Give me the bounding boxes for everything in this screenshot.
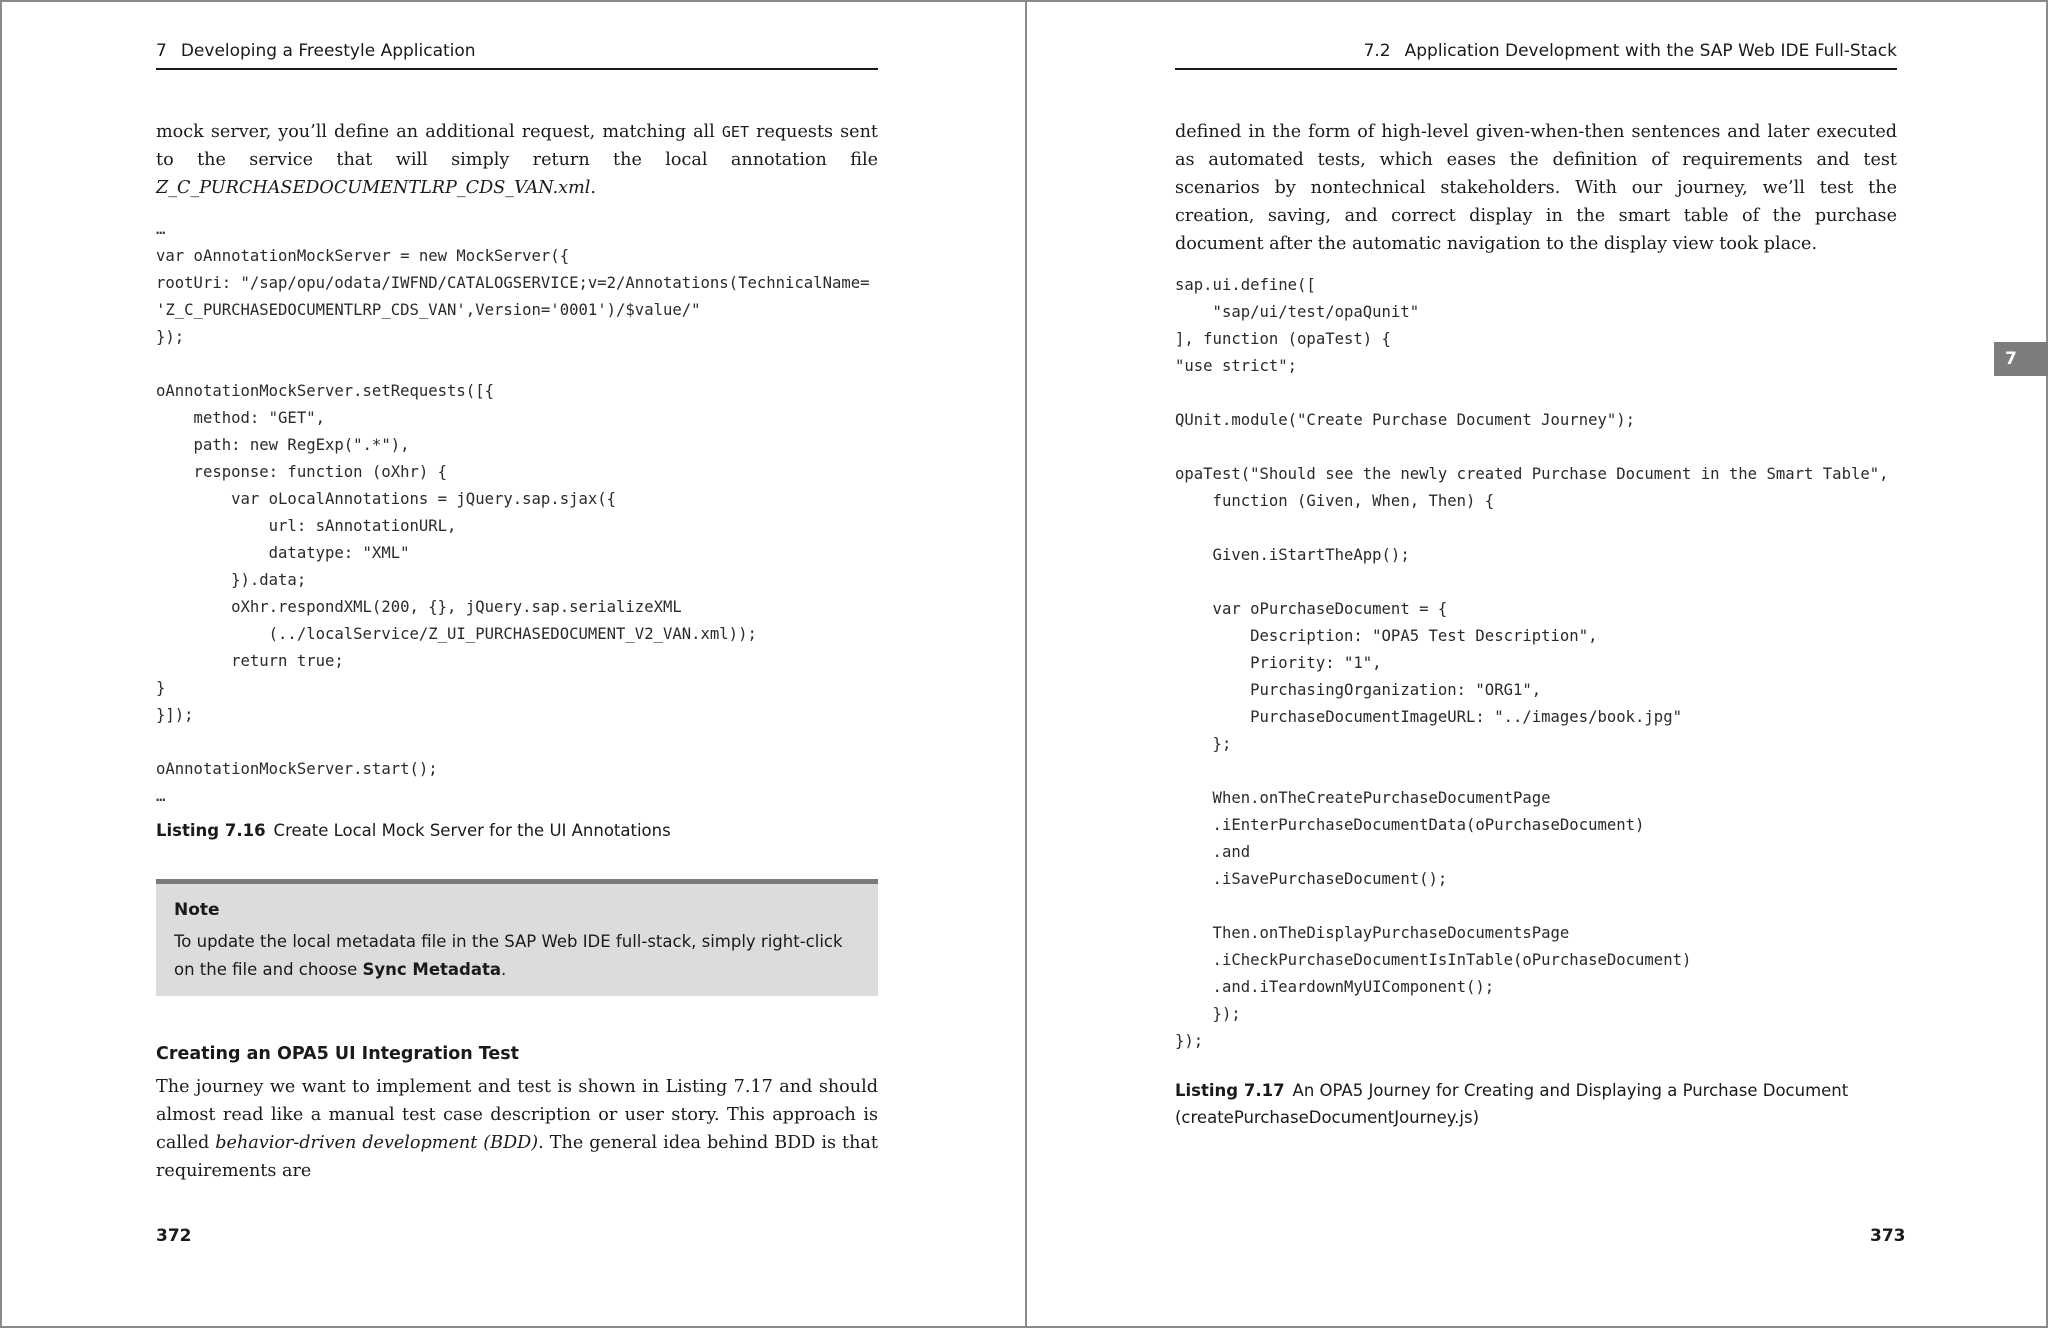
code-line: .iCheckPurchaseDocumentIsInTable(oPurchaseDocument) [1175,951,1692,969]
code-block [1175,272,1897,1055]
code-line: … [156,220,166,238]
text-run: requests sent to the service that will simply return the local annotation file [156,122,878,170]
text-run: The journey we want to implement and test is shown in Listing 7.17 and should almost read like a manual test case description or user story. This approach is called [156,1077,878,1153]
text-run: To update the local metadata file in the SAP Web IDE full-stack, simply right-click on the file and choose [174,932,843,979]
code-line: }]); [156,706,194,724]
code-line: return true; [156,652,344,670]
code-line: .and.iTeardownMyUIComponent(); [1175,978,1495,996]
code-line: function (Given, When, Then) { [1175,492,1495,510]
caption-label: Listing 7.17 [1175,1081,1285,1100]
code-line: method: "GET", [156,409,325,427]
right-page [1027,2,2048,1326]
note-text [174,928,860,984]
code-line: 'Z_C_PURCHASEDOCUMENTLRP_CDS_VAN',Version='0001')/$value/" [156,301,701,319]
code-line: var oPurchaseDocument = { [1175,600,1448,618]
code-line: oXhr.respondXML(200, {}, jQuery.sap.serializeXML [156,598,682,616]
caption-text: Create Local Mock Server for the UI Annotations [273,821,671,840]
text-run: . The general idea behind BDD is that requirements are [156,1133,878,1181]
code-line: … [156,787,166,805]
code-line [1175,758,1897,785]
intro-paragraph-right [1175,118,1897,258]
code-line: datatype: "XML" [156,544,410,562]
code-line: opaTest("Should see the newly created Purchase Document in the Smart Table", [1175,465,1889,483]
page-number-right: 373 [1870,1226,1906,1246]
code-line: }).data; [156,571,307,589]
code-line: }; [1175,735,1232,753]
code-line: Given.iStartTheApp(); [1175,546,1410,564]
code-line: Then.onTheDisplayPurchaseDocumentsPage [1175,924,1570,942]
code-line: path: new RegExp(".*"), [156,436,410,454]
running-head-left [156,38,878,70]
code-line: url: sAnnotationURL, [156,517,457,535]
code-line: ], function (opaTest) { [1175,330,1391,348]
code-line [1175,893,1897,920]
code-line: oAnnotationMockServer.setRequests([{ [156,382,494,400]
note-box [156,879,878,996]
code-line: var oAnnotationMockServer = new MockServer({ [156,247,570,265]
code-line: PurchasingOrganization: "ORG1", [1175,681,1542,699]
paragraph: defined in the form of high-level given-when-then sentences and later executed as automated tests, which eases the definition of requirements and test scenarios by nontechnical stakeholders. With our journey, we’ll test the creation, saving, and correct display in the smart table of the purchase document after the automatic navigation to the display view took place. [1175,122,1897,254]
code-line: .iEnterPurchaseDocumentData(oPurchaseDocument) [1175,816,1645,834]
code-line: .iSavePurchaseDocument(); [1175,870,1448,888]
section-title: Application Development with the SAP Web IDE Full-Stack [1404,41,1897,61]
paragraph [156,1073,878,1185]
inline-code: GET [721,123,749,141]
caption-text: An OPA5 Journey for Creating and Displaying a Purchase Document (createPurchaseDocumentJourney.js) [1175,1081,1849,1127]
chapter-thumb-tab: 7 [1994,342,2048,376]
code-line: oAnnotationMockServer.start(); [156,760,438,778]
code-line: "sap/ui/test/opaQunit" [1175,303,1420,321]
note-title: Note [174,900,220,920]
code-line: Description: "OPA5 Test Description", [1175,627,1598,645]
code-line [1175,569,1897,596]
code-line [156,351,878,378]
paragraph [156,118,878,202]
code-line [1175,380,1897,407]
code-line: var oLocalAnnotations = jQuery.sap.sjax({ [156,490,617,508]
code-line: "use strict"; [1175,357,1298,375]
code-line: }); [1175,1032,1204,1050]
code-line: .and [1175,843,1251,861]
code-line: QUnit.module("Create Purchase Document Journey"); [1175,411,1636,429]
section-paragraph [156,1073,878,1185]
caption-label: Listing 7.16 [156,821,266,840]
section-heading: Creating an OPA5 UI Integration Test [156,1044,520,1064]
code-block [156,216,878,810]
code-line: PurchaseDocumentImageURL: "../images/book.jpg" [1175,708,1682,726]
chapter-number: 7 [156,41,167,61]
listing-caption-7-17 [1175,1077,1897,1131]
bold-term: Sync Metadata [362,960,502,979]
code-line: When.onTheCreatePurchaseDocumentPage [1175,789,1551,807]
code-line [1175,434,1897,461]
page-number-left: 372 [156,1226,192,1246]
code-line: rootUri: "/sap/opu/odata/IWFND/CATALOGSERVICE;v=2/Annotations(TechnicalName= [156,274,870,292]
code-line: }); [156,328,185,346]
italic-term: behavior-driven development (BDD) [215,1133,539,1153]
code-line: response: function (oXhr) { [156,463,448,481]
code-line: sap.ui.define([ [1175,276,1316,294]
code-line: (../localService/Z_UI_PURCHASEDOCUMENT_V2_VAN.xml)); [156,625,757,643]
filename: Z_C_PURCHASEDOCUMENTLRP_CDS_VAN.xml [156,178,591,198]
section-number: 7.2 [1363,41,1391,61]
listing-caption-7-16 [156,817,878,844]
code-listing-7-17 [1175,272,1897,1055]
intro-paragraph-left [156,118,878,202]
chapter-title: Developing a Freestyle Application [180,41,476,61]
code-listing-7-16 [156,216,878,810]
running-head-right [1175,38,1897,70]
text-run: . [590,178,596,198]
code-line: }); [1175,1005,1241,1023]
text-run: mock server, you’ll define an additional request, matching all [156,122,722,142]
code-line: Priority: "1", [1175,654,1382,672]
left-page [2,2,1025,1326]
text-run: . [501,960,507,979]
code-line [1175,515,1897,542]
code-line: } [156,679,166,697]
code-line [156,729,878,756]
